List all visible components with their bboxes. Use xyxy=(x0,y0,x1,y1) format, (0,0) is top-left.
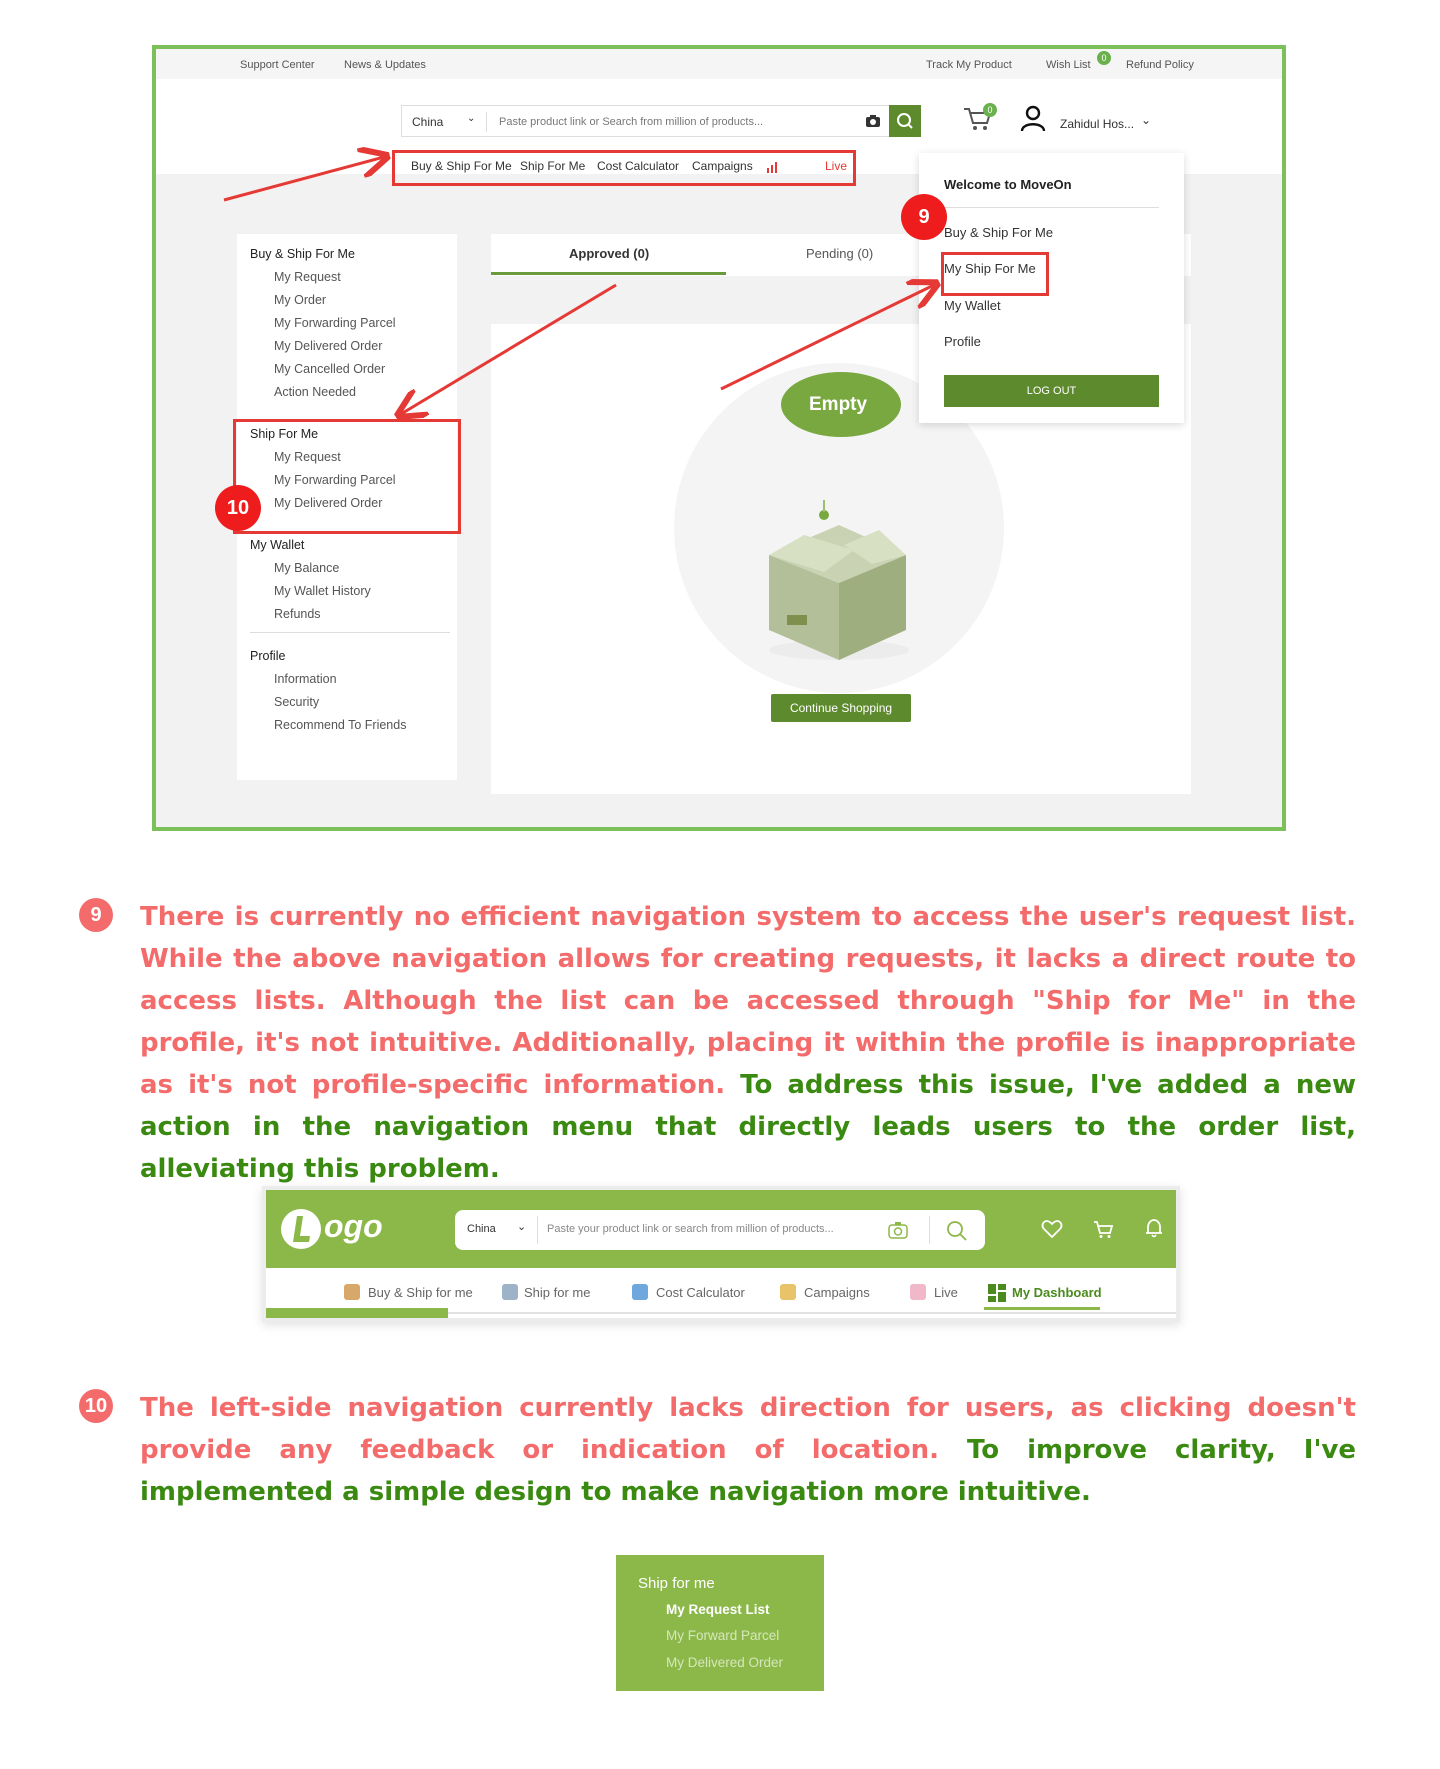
nav2-my-dashboard[interactable]: My Dashboard xyxy=(1012,1285,1102,1300)
divider xyxy=(929,1216,930,1244)
dropdown-item-profile[interactable]: Profile xyxy=(944,334,981,349)
note-10-text xyxy=(140,1387,1356,1513)
original-screenshot xyxy=(152,45,1286,831)
cart-icon[interactable] xyxy=(1092,1218,1114,1240)
sidebar-item[interactable]: My Forwarding Parcel xyxy=(274,473,396,487)
note-9-text xyxy=(140,896,1356,1190)
note-9-problem: There is currently no efficient navigation system to access the user's request list. While the above navigation allows for creating requests, it lacks a direct route to access lists. Although the list can be accessed through "Ship for Me" in the profile, it's not intuitive. Additionally, placing it within the profile is inappropriate as it's not profile-specific information. xyxy=(140,902,1356,1100)
sidebar-item[interactable]: Action Needed xyxy=(274,385,357,399)
calculator-icon xyxy=(632,1284,648,1300)
progress-track xyxy=(266,1312,1176,1314)
sidebar-item[interactable]: My Cancelled Order xyxy=(274,362,386,376)
sidebar-item[interactable]: My Forwarding Parcel xyxy=(274,316,396,330)
active-nav-indicator xyxy=(984,1307,1100,1310)
country-select[interactable]: China xyxy=(467,1223,496,1235)
logo-icon xyxy=(280,1208,322,1250)
live-icon xyxy=(910,1284,926,1300)
continue-shopping-button[interactable]: Continue Shopping xyxy=(771,694,911,722)
chevron-down-icon[interactable]: ⌄ xyxy=(517,1221,527,1233)
nav-campaigns[interactable]: Campaigns xyxy=(692,159,753,173)
sidebar3-item[interactable]: My Forward Parcel xyxy=(666,1628,780,1643)
chevron-down-icon: ⌄ xyxy=(467,113,476,124)
chevron-down-icon[interactable]: ⌄ xyxy=(1141,113,1152,127)
annotation-arrows xyxy=(156,49,1286,831)
track-product-link[interactable]: Track My Product xyxy=(926,59,1012,71)
empty-label: Empty xyxy=(809,394,868,415)
support-center-link[interactable]: Support Center xyxy=(240,59,315,71)
sidebar-group-title[interactable]: Buy & Ship For Me xyxy=(250,247,355,261)
wishlist-link[interactable]: Wish List xyxy=(1046,59,1091,71)
search-icon[interactable] xyxy=(945,1219,969,1243)
cart-count-badge: 0 xyxy=(983,103,997,117)
nav2-ship-for-me[interactable]: Ship for me xyxy=(524,1285,591,1300)
proposed-sidebar-screenshot xyxy=(616,1555,824,1691)
sidebar-group-title[interactable]: My Wallet xyxy=(250,538,305,552)
annotation-marker-9: 9 xyxy=(901,194,947,240)
camera-icon[interactable] xyxy=(887,1220,909,1240)
megaphone-icon xyxy=(780,1284,796,1300)
progress-fill xyxy=(266,1308,448,1318)
nav-ship-for-me[interactable]: Ship For Me xyxy=(520,159,586,173)
nav-buy-ship[interactable]: Buy & Ship For Me xyxy=(411,159,512,173)
dropdown-item-my-ship-for-me[interactable]: My Ship For Me xyxy=(944,261,1036,276)
search-bar xyxy=(455,1210,985,1250)
sidebar-item[interactable]: My Wallet History xyxy=(274,584,371,598)
logo-text: ogo xyxy=(324,1208,383,1244)
green-header-bar xyxy=(266,1190,1176,1268)
dropdown-item-wallet[interactable]: My Wallet xyxy=(944,298,1001,313)
proposed-navbar-screenshot xyxy=(262,1186,1180,1322)
nav2-live[interactable]: Live xyxy=(934,1285,958,1300)
country-select[interactable]: China xyxy=(412,115,444,129)
nav2-cost-calculator[interactable]: Cost Calculator xyxy=(656,1285,745,1300)
sidebar3-title[interactable]: Ship for me xyxy=(638,1575,715,1592)
sidebar-item[interactable]: My Balance xyxy=(274,561,340,575)
sidebar-item[interactable]: Information xyxy=(274,672,337,686)
sidebar-item[interactable]: My Request xyxy=(274,450,341,464)
nav2-buy-ship[interactable]: Buy & Ship for me xyxy=(368,1285,473,1300)
annotation-marker-10: 10 xyxy=(215,485,261,531)
box-icon xyxy=(344,1284,360,1300)
sidebar3-item-active[interactable]: My Request List xyxy=(666,1602,770,1617)
proposed-nav xyxy=(266,1268,1176,1318)
sidebar-item[interactable]: My Order xyxy=(274,293,327,307)
sidebar-item[interactable]: My Delivered Order xyxy=(274,339,383,353)
sidebar-group-title[interactable]: Profile xyxy=(250,649,286,663)
sidebar-item[interactable]: Refunds xyxy=(274,607,321,621)
refund-policy-link[interactable]: Refund Policy xyxy=(1126,59,1194,71)
tab-pending[interactable]: Pending (0) xyxy=(806,246,874,261)
user-name[interactable]: Zahidul Hos... xyxy=(1060,117,1135,131)
dropdown-item-buy-ship[interactable]: Buy & Ship For Me xyxy=(944,225,1054,240)
sidebar3-item[interactable]: My Delivered Order xyxy=(666,1655,784,1670)
tab-approved[interactable]: Approved (0) xyxy=(569,246,650,261)
sidebar-group-title[interactable]: Ship For Me xyxy=(250,427,319,441)
dropdown-welcome: Welcome to MoveOn xyxy=(944,177,1072,192)
search-input[interactable]: Paste your product link or search from million of products... xyxy=(547,1223,834,1235)
divider xyxy=(537,1216,538,1244)
sidebar-item[interactable]: Recommend To Friends xyxy=(274,718,407,732)
sidebar-item[interactable]: My Request xyxy=(274,270,341,284)
nav2-campaigns[interactable]: Campaigns xyxy=(804,1285,870,1300)
bell-icon[interactable] xyxy=(1143,1217,1165,1239)
note-10-solution: To improve clarity, I've implemented a simple design to make navigation more intuitive. xyxy=(140,1435,1356,1507)
note-10-problem: The left-side navigation currently lacks direction for users, as clicking doesn't provide any feedback or indication of location. xyxy=(140,1393,1356,1465)
heart-icon[interactable] xyxy=(1041,1218,1063,1240)
dashboard-icon xyxy=(988,1284,1006,1302)
news-updates-link[interactable]: News & Updates xyxy=(344,59,426,71)
note-number-9: 9 xyxy=(79,898,113,932)
logout-button[interactable]: LOG OUT xyxy=(944,375,1159,407)
note-9-solution: To address this issue, I've added a new action in the navigation menu that directly leads users to the order list, alleviating this problem. xyxy=(140,1070,1356,1184)
wishlist-count-badge: 0 xyxy=(1097,51,1111,65)
sidebar-item[interactable]: Security xyxy=(274,695,320,709)
sidebar-item[interactable]: My Delivered Order xyxy=(274,496,383,510)
search-input[interactable]: Paste product link or Search from million of products... xyxy=(499,116,764,128)
note-number-10: 10 xyxy=(79,1389,113,1423)
nav-cost-calculator[interactable]: Cost Calculator xyxy=(597,159,680,173)
nav-live[interactable]: Live xyxy=(825,159,848,173)
truck-icon xyxy=(502,1284,518,1300)
